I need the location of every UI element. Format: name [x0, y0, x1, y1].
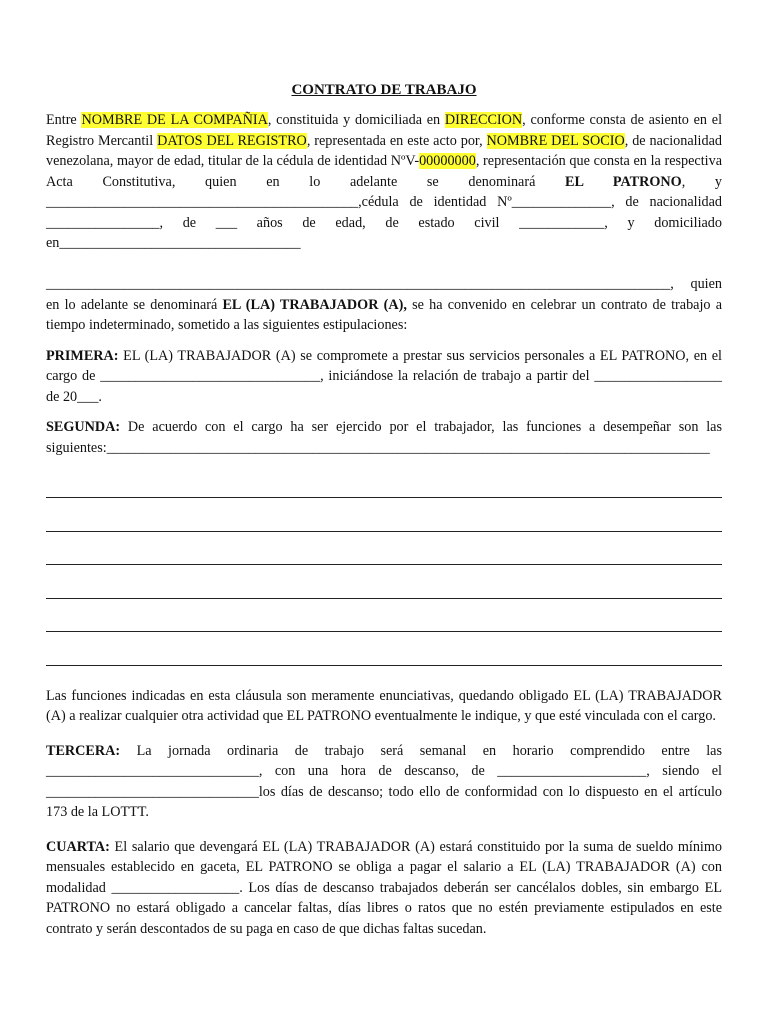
worker-id-blank: ______________	[511, 194, 612, 210]
intro-text: , y	[681, 173, 723, 190]
intro-text: Entre	[46, 112, 82, 128]
intro-text: , representación que consta en la respectiva Acta Constitutiva, quien en lo adelante se denominará	[46, 153, 722, 190]
partner-name-placeholder: NOMBRE DEL SOCIO	[486, 132, 625, 149]
address-placeholder: DIRECCION	[444, 112, 523, 128]
year-blank: ___	[77, 388, 99, 405]
clause-text: , con una hora de descanso, de	[258, 763, 498, 779]
intro-text: , conforme consta de asiento en el Registro Mercantil	[46, 112, 723, 149]
intro-text: , de nacionalidad venezolana, mayor de edad, titular de la cédula de identidad NºV-	[46, 132, 722, 169]
clause-text: .	[98, 388, 102, 405]
clause-text: , siendo el	[646, 763, 722, 779]
age-blank: ___	[215, 214, 238, 231]
intro-text: ,cédula de identidad Nº	[358, 194, 512, 210]
intro-text: , de	[159, 214, 216, 231]
position-blank: _______________________________	[100, 368, 321, 384]
domicile-blank: __________________________________	[59, 235, 301, 251]
intro-text: se ha convenido en celebrar un contrato de trabajo a tiempo indeterminado, sometido a las siguientes estipulaciones:	[46, 296, 722, 333]
intro-text: , quien en lo adelante se denominará	[46, 276, 722, 313]
civil-status-blank: ____________	[519, 214, 605, 231]
clause-label: SEGUNDA:	[46, 419, 121, 435]
worker-term: EL (LA) TRABAJADOR (A),	[222, 296, 407, 313]
schedule-blank: ______________________________	[46, 763, 259, 779]
clause-label: PRIMERA:	[46, 347, 119, 364]
clause-cuarta	[46, 837, 722, 940]
break-time-blank: _____________________	[497, 763, 647, 779]
nationality-blank: ________________	[46, 214, 160, 231]
pay-mode-blank: __________________	[111, 879, 240, 896]
functions-note-paragraph: Las funciones indicadas en esta cláusula son meramente enunciativas, quedando obligado EL (LA) TRABAJADOR (A) a realizar cualquier otra actividad que EL PATRONO eventualmente le indique, y que esté vinculada con el cargo.	[46, 687, 722, 724]
clause-label: CUARTA:	[46, 838, 110, 855]
start-date-blank: __________________	[594, 368, 722, 384]
clause-text: La jornada ordinaria de trabajo será semanal en horario comprendido entre las	[120, 742, 722, 759]
registry-placeholder: DATOS DEL REGISTRO	[157, 132, 307, 149]
clause-primera	[46, 346, 722, 408]
functions-line	[46, 632, 722, 666]
rest-days-blank: ______________________________	[46, 783, 259, 800]
worker-name-blank: ____________________________________________	[46, 194, 359, 210]
functions-line	[46, 458, 722, 498]
employer-term: EL PATRONO	[565, 173, 682, 190]
intro-text: años de edad, de estado civil	[237, 214, 520, 231]
clause-segunda	[46, 417, 722, 458]
intro-text: , representada en este acto por,	[306, 132, 487, 149]
clause-text: . Los días de descanso trabajados deberán ser cancélalos dobles, sin embargo EL PATRONO no estará obligado a cancelar faltas, días libres o ratos que no estén previamente estipulados en este contrato y serán descontados de su paga en caso de que dichas faltas sucedan.	[46, 879, 723, 937]
id-number-placeholder: 00000000	[419, 153, 476, 169]
clause-text: El salario que devengará EL (LA) TRABAJADOR (A) estará constituido por la suma de sueldo mínimo mensuales establecido en gaceta, EL PATRONO se obliga a pagar el salario a EL (LA) TRABAJADOR (A) con modalidad	[46, 838, 722, 896]
intro-text: , y domiciliado en	[46, 214, 722, 251]
intro-text: , de nacionalidad	[611, 194, 722, 210]
functions-line	[46, 498, 722, 532]
clause-text: , iniciándose la relación de trabajo a partir del	[320, 368, 595, 384]
clause-text: de 20	[46, 388, 78, 405]
functions-line	[46, 565, 722, 599]
intro-paragraph	[46, 110, 722, 336]
functions-blank: _____________________________________________________________________________________	[106, 439, 710, 456]
intro-text: , constituida y domiciliada en	[267, 112, 445, 128]
functions-line	[46, 599, 722, 633]
company-name-placeholder: NOMBRE DE LA COMPAÑIA	[81, 112, 268, 128]
clause-tercera	[46, 741, 722, 823]
clause-text: De acuerdo con el cargo ha ser ejercido por el trabajador, las funciones a desempeñar son las siguientes:	[46, 419, 722, 456]
document-title: CONTRATO DE TRABAJO	[291, 82, 477, 98]
clause-text: EL (LA) TRABAJADOR (A) se compromete a prestar sus servicios personales a EL PATRONO, en el cargo de	[46, 347, 722, 384]
clause-text: los días de descanso; todo ello de conformidad con lo dispuesto en el artículo 173 de la LOTTT.	[46, 783, 722, 820]
clause-label: TERCERA:	[46, 742, 121, 759]
functions-line	[46, 532, 722, 566]
domicile-blank-continued: ________________________________________________________________________________________	[46, 276, 671, 292]
